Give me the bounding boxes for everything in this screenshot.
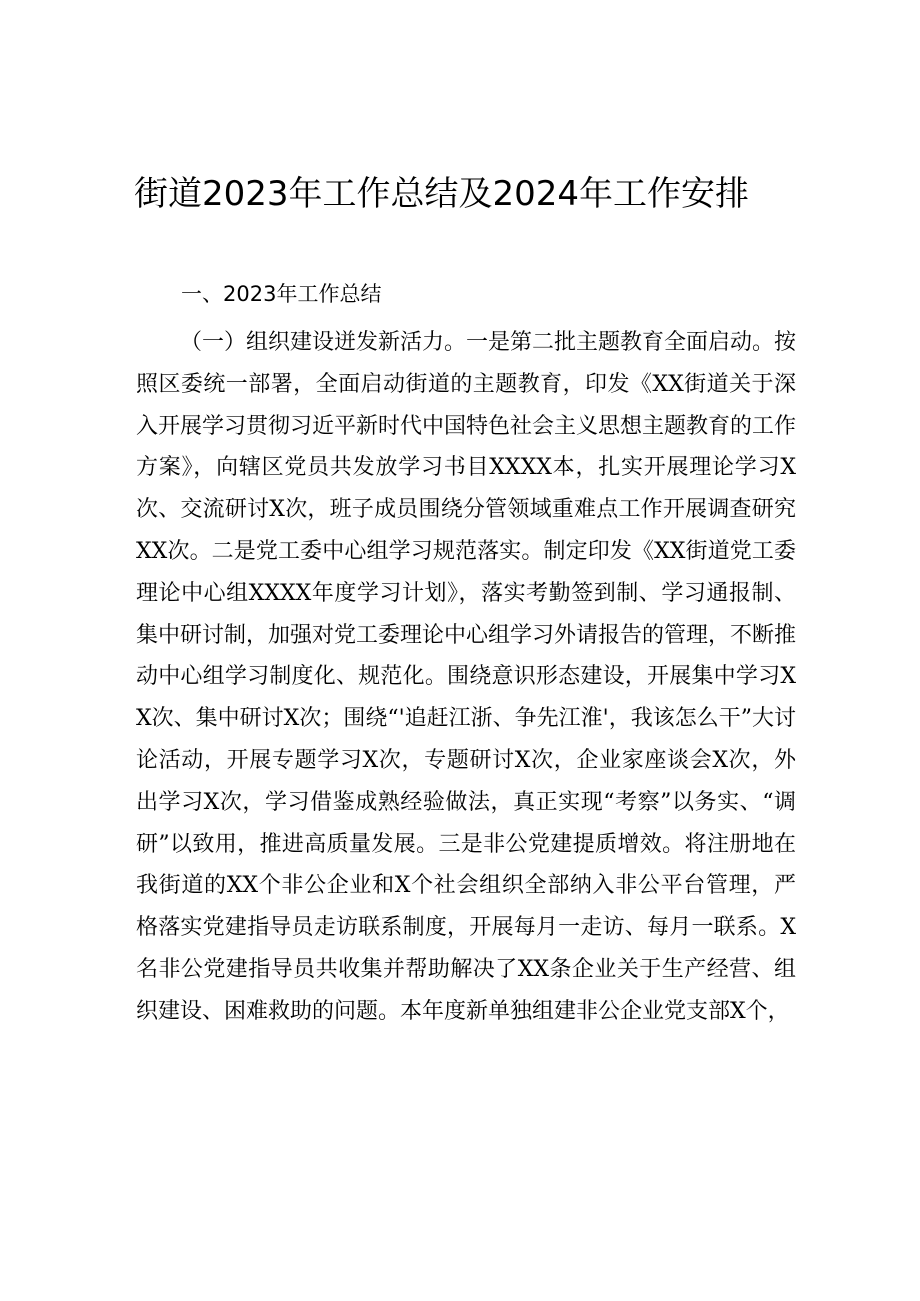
section-heading: 一、2023年工作总结 [181, 282, 382, 306]
document-title: 街道2023年工作总结及2024年工作安排 [134, 174, 750, 214]
body-paragraph: （一）组织建设迸发新活力。一是第二批主题教育全面启动。按照区委统一部署，全面启动街道的主题教育，印发《XX街道关于深入开展学习贯彻习近平新时代中国特色社会主义思想主题教育的工作方案》，向辖区党员共发放学习书目XXXX本，扎实开展理论学习X次、交流研讨X次，班子成员围绕分管领域重难点工作开展调查研究XX次。二是党工委中心组学习规范落实。制定印发《XX街道党工委理论中心组XXXX年度学习计划》，落实考勤签到制、学习通报制、集中研讨制，加强对党工委理论中心组学习外请报告的管理，不断推动中心组学习制度化、规范化。围绕意识形态建设，开展集中学习XX次、集中研讨X次；围绕“'追赶江浙、争先江淮'，我该怎么干”大讨论活动，开展专题学习X次，专题研讨X次，企业家座谈会X次，外出学习X次，学习借鉴成熟经验做法，真正实现“考察”以务实、“调研”以致用，推进高质量发展。三是非公党建提质增效。将注册地在我街道的XX个非公企业和X个社会组织全部纳入非公平台管理，严格落实党建指导员走访联系制度，开展每月一走访、每月一联系。X名非公党建指导员共收集并帮助解决了XX条企业关于生产经营、组织建设、困难救助的问题。本年度新单独组建非公企业党支部X个， [136, 330, 797, 1024]
